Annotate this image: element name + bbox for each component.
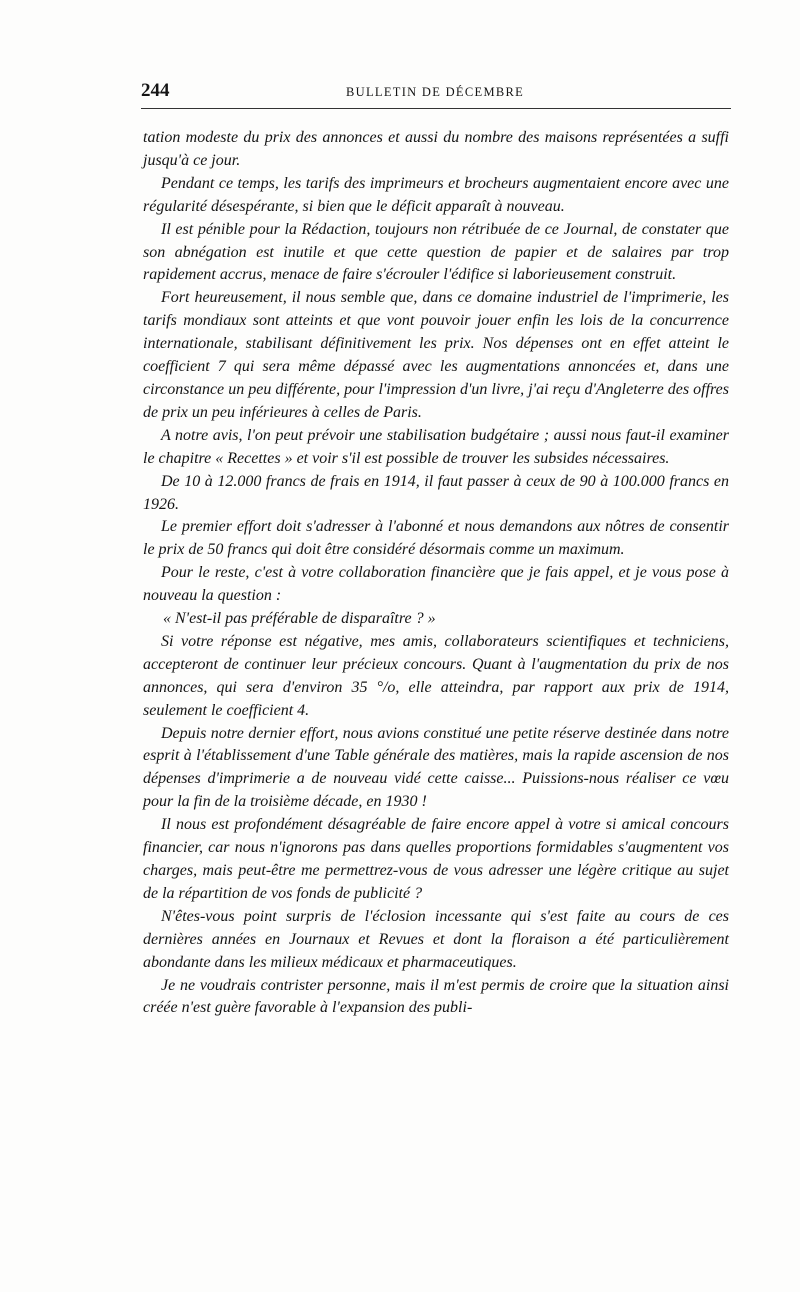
page-number: 244 [141,80,170,101]
page-header [141,80,731,106]
paragraph: Depuis notre dernier effort, nous avions constitué une petite réserve destinée dans notre esprit à l'établissement d'une Table générale des matières, mais la rapide ascension de nos dépenses d'imprimerie a de nouveau vidé cette caisse... Puissions-nous réaliser ce vœu pour la fin de la troisième décade, en 1930 ! [143,724,729,811]
quoted-question: « N'est-il pas préférable de disparaître ? » [163,610,436,628]
paragraph: Fort heureusement, il nous semble que, dans ce domaine industriel de l'imprimerie, les tarifs mondiaux sont atteints et que vont pouvoir jouer enfin les lois de la concurrence internationale, stabilisant définitivement les prix. Nos dépenses ont en effet atteint le coefficient 7 qui sera même dépassé avec les augmentations annoncées et, dans une circonstance un peu différente, pour l'impression d'un livre, j'ai reçu d'Angleterre des offres de prix un peu inférieures à celles de Paris. [143,289,729,421]
paragraph-continuation: tation modeste du prix des annonces et aussi du nombre des maisons représentées a suffi jusqu'à ce jour. [143,129,729,169]
paragraph: N'êtes-vous point surpris de l'éclosion incessante qui s'est faite au cours de ces dernières années en Journaux et Revues et dont la floraison a été particulièrement abondante dans les milieux médicaux et pharmaceutiques. [143,907,729,971]
paragraph: Pendant ce temps, les tarifs des imprimeurs et brocheurs augmentaient encore avec une régularité désespérante, si bien que le déficit apparaît à nouveau. [143,174,729,215]
paragraph: Si votre réponse est négative, mes amis, collaborateurs scientifiques et techniciens, accepteront de continuer leur précieux concours. Quant à l'augmentation du prix de nos annonces, qui sera d'environ 35 °/o, elle atteindra, par rapport aux prix de 1914, seulement le coefficient 4. [143,632,729,719]
paragraph: Je ne voudrais contrister personne, mais il m'est permis de croire que la situation ainsi créée n'est guère favorable à l'expansion des publi- [143,976,729,1017]
paragraph: Il nous est profondément désagréable de faire encore appel à votre si amical concours financier, car nous n'ignorons pas dans quelles proportions formidables s'augmentent vos charges, mais peut-être me permettrez-vous de vous adresser une légère critique au sujet de la répartition de vos fonds de publicité ? [143,816,729,902]
paragraph: De 10 à 12.000 francs de frais en 1914, il faut passer à ceux de 90 à 100.000 francs en 1926. [143,472,729,513]
running-title: BULLETIN DE DÉCEMBRE [346,85,525,99]
body-text [143,127,729,1020]
paragraph: Pour le reste, c'est à votre collaboration financière que je fais appel, et je vous pose à nouveau la question : [143,564,729,605]
paragraph: Il est pénible pour la Rédaction, toujours non rétribuée de ce Journal, de constater que son abnégation est inutile et que cette question de papier et de salaires par trop rapidement accrus, menace de faire s'écrouler l'édifice si laborieusement construit. [143,220,729,284]
paragraph: Le premier effort doit s'adresser à l'abonné et nous demandons aux nôtres de consentir le prix de 50 francs qui doit être considéré désormais comme un maximum. [143,518,729,559]
header-rule [141,108,731,109]
paragraph: A notre avis, l'on peut prévoir une stabilisation budgétaire ; aussi nous faut-il examiner le chapitre « Recettes » et voir s'il est possible de trouver les subsides nécessaires. [143,426,729,467]
